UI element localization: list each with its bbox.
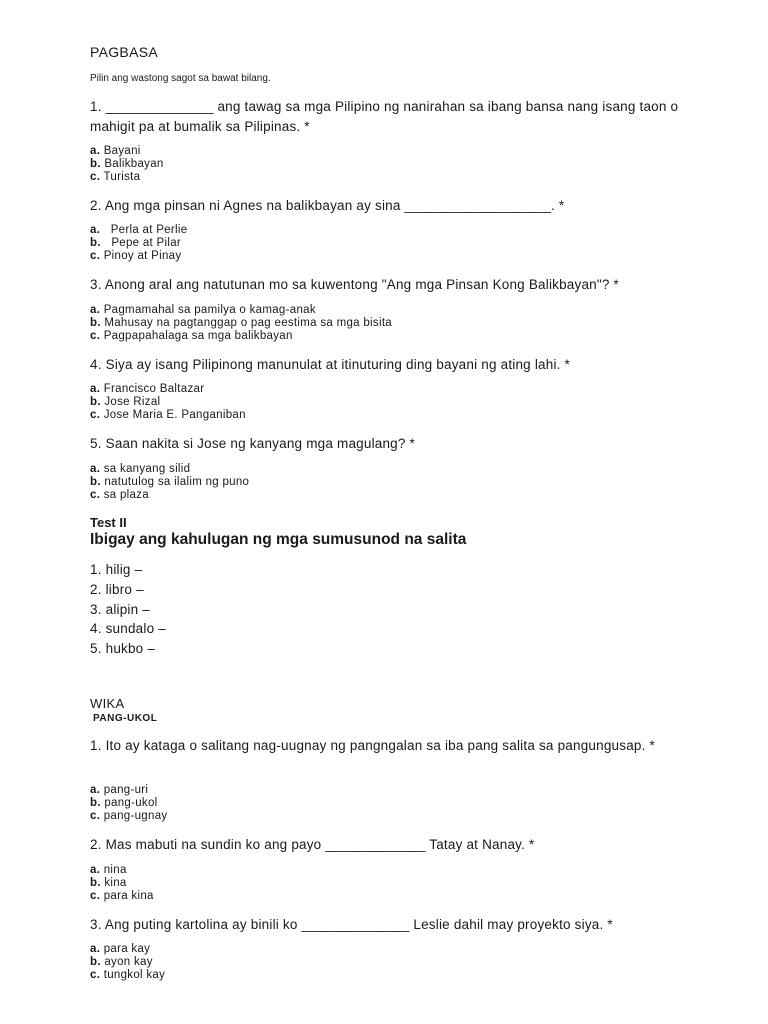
- section-subtitle-pang-ukol: PANG-UKOL: [93, 713, 158, 724]
- option-a: a. Francisco Baltazar: [90, 383, 205, 395]
- wika-question-2-options: [90, 864, 154, 904]
- option-c: c. Jose Maria E. Panganiban: [90, 409, 246, 422]
- option-c: c. Pinoy at Pinay: [90, 250, 182, 263]
- option-b: b. kina: [90, 877, 127, 890]
- section-title-pagbasa: PAGBASA: [90, 44, 158, 60]
- option-b: b. Balikbayan: [90, 158, 164, 171]
- option-a: a. Bayani: [90, 145, 141, 157]
- question-4-options: [90, 383, 246, 423]
- question-1: 1. ______________ ang tawag sa mga Pilipino ng nanirahan sa ibang bansa nang isang taon o mahigit pa at bumalik sa Pilipinas. *: [90, 99, 679, 134]
- vocab-item: 3. alipin –: [90, 601, 150, 617]
- vocab-item: 4. sundalo –: [90, 621, 166, 637]
- question-4: 4. Siya ay isang Pilipinong manunulat at itinuturing ding bayani ng ating lahi. *: [90, 357, 571, 372]
- option-a: a. Perla at Perlie: [90, 224, 188, 236]
- question-3-options: [90, 304, 392, 344]
- test-2-title: Ibigay ang kahulugan ng mga sumusunod na salita: [90, 531, 467, 548]
- question-3: 3. Anong aral ang natutunan mo sa kuwentong "Ang mga Pinsan Kong Balikbayan"? *: [90, 277, 619, 292]
- instruction-text: Pilin ang wastong sagot sa bawat bilang.: [90, 73, 271, 84]
- option-a: a. nina: [90, 864, 127, 876]
- wika-question-3-options: [90, 943, 165, 983]
- question-1-options: [90, 145, 164, 185]
- question-5-options: [90, 463, 249, 503]
- option-b: b. ayon kay: [90, 956, 153, 969]
- option-b: b. pang-ukol: [90, 797, 158, 810]
- wika-question-1: 1. Ito ay kataga o salitang nag-uugnay ng pangngalan sa iba pang salita sa pangungusap. *: [90, 738, 655, 753]
- wika-question-3: 3. Ang puting kartolina ay binili ko ______________ Leslie dahil may proyekto siya. *: [90, 917, 613, 932]
- vocab-item: 5. hukbo –: [90, 641, 156, 657]
- question-2: 2. Ang mga pinsan ni Agnes na balikbayan ay sina ___________________. *: [90, 198, 565, 213]
- option-a: a. pang-uri: [90, 784, 149, 796]
- test-2-label: Test II: [90, 515, 127, 530]
- vocab-item: 1. hilig –: [90, 562, 143, 577]
- option-c: c. Pagpapahalaga sa mga balikbayan: [90, 330, 293, 343]
- option-a: a. para kay: [90, 943, 151, 955]
- question-2-options: [90, 224, 187, 264]
- option-c: c. Turista: [90, 171, 141, 184]
- option-b: b. natutulog sa ilalim ng puno: [90, 476, 250, 489]
- wika-question-1-options: [90, 784, 167, 824]
- option-c: c. pang-ugnay: [90, 810, 168, 823]
- option-b: b. Mahusay na pagtanggap o pag eestima sa mga bisita: [90, 317, 393, 330]
- option-b: b. Pepe at Pilar: [90, 237, 182, 250]
- option-b: b. Jose Rizal: [90, 396, 161, 409]
- vocab-list: [90, 560, 166, 659]
- vocab-item: 2. libro –: [90, 581, 144, 597]
- option-a: a. sa kanyang silid: [90, 463, 191, 475]
- option-c: c. sa plaza: [90, 489, 149, 502]
- wika-question-2: 2. Mas mabuti na sundin ko ang payo _____________ Tatay at Nanay. *: [90, 837, 535, 852]
- section-title-wika: WIKA: [90, 696, 125, 711]
- question-5: 5. Saan nakita si Jose ng kanyang mga magulang? *: [90, 436, 416, 451]
- option-c: c. para kina: [90, 890, 154, 903]
- option-c: c. tungkol kay: [90, 969, 166, 982]
- option-a: a. Pagmamahal sa pamilya o kamag-anak: [90, 304, 316, 316]
